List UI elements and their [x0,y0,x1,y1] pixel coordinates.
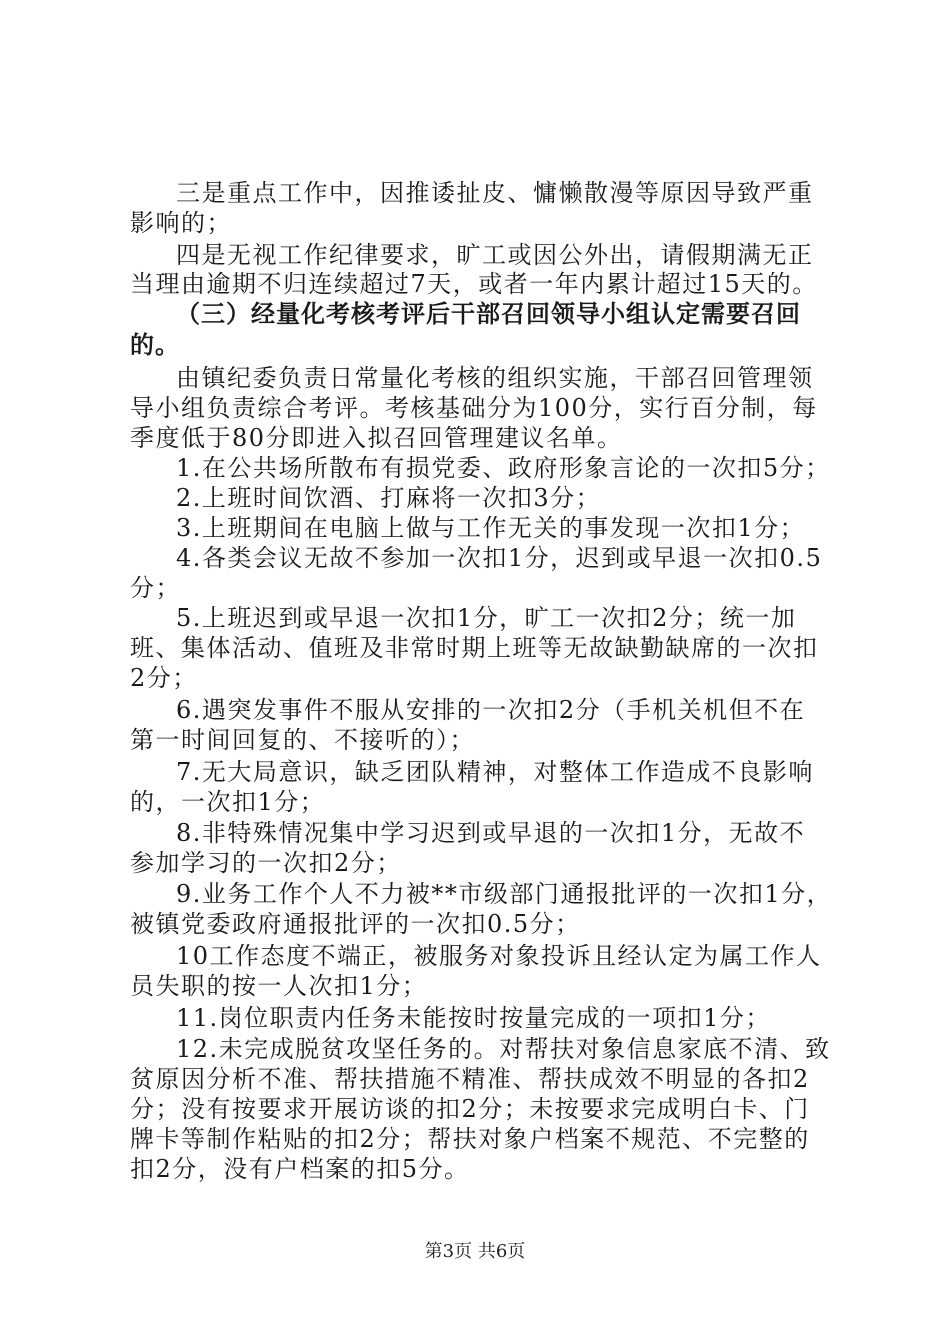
text-line: 影响的； [130,209,232,237]
text-line: 班、集体活动、值班及非常时期上班等无故缺勤缺席的一次扣 [130,634,819,662]
text-line: 季度低于80分即进入拟召回管理建议名单。 [130,424,623,452]
text-line: 的，一次扣1分； [130,788,326,816]
text-line: 三是重点工作中，因推诿扯皮、慵懒散漫等原因导致严重 [176,179,814,207]
text-line: 2分； [130,664,198,692]
text-line: 四是无视工作纪律要求，旷工或因公外出，请假期满无正 [176,241,814,269]
list-item: 10工作态度不端正，被服务对象投诉且经认定为属工作人 [176,942,822,970]
text-line: 扣2分，没有户档案的扣5分。 [130,1155,470,1183]
list-item: 11.岗位职责内任务未能按时按量完成的一项扣1分； [176,1004,771,1032]
text-line: 分； [130,574,181,602]
text-line: 贫原因分析不准、帮扶措施不精准、帮扶成效不明显的各扣2 [130,1065,810,1093]
list-item: 6.遇突发事件不服从安排的一次扣2分（手机关机但不在 [176,696,806,724]
text-line: 牌卡等制作粘贴的扣2分；帮扶对象户档案不规范、不完整的 [130,1125,810,1153]
section-heading: （三）经量化考核考评后干部召回领导小组认定需要召回 [176,300,801,328]
text-line: 员失职的按一人次扣1分； [130,972,428,1000]
list-item: 1.在公共场所散布有损党委、政府形象言论的一次扣5分； [176,454,831,482]
section-heading: 的。 [130,331,180,359]
list-item: 12.未完成脱贫攻坚任务的。对帮扶对象信息家底不清、致 [176,1035,831,1063]
list-item: 8.非特殊情况集中学习迟到或早退的一次扣1分，无故不 [176,819,806,847]
list-item: 3.上班期间在电脑上做与工作无关的事发现一次扣1分； [176,514,806,542]
list-item: 7.无大局意识，缺乏团队精神，对整体工作造成不良影响 [176,758,814,786]
text-line: 第一时间回复的、不接听的）； [130,726,475,754]
list-item: 5.上班迟到或早退一次扣1分，旷工一次扣2分；统一加 [176,604,797,632]
text-line: 被镇党委政府通报批评的一次扣0.5分； [130,910,581,938]
text-line: 导小组负责综合考评。考核基础分为100分，实行百分制，每 [130,394,818,422]
list-item: 2.上班时间饮酒、打麻将一次扣3分； [176,484,602,512]
text-line: 参加学习的一次扣2分； [130,849,402,877]
list-item: 4.各类会议无故不参加一次扣1分，迟到或早退一次扣0.5 [176,544,823,572]
text-line: 分；没有按要求开展访谈的扣2分；未按要求完成明白卡、门 [130,1095,810,1123]
text-line: 由镇纪委负责日常量化考核的组织实施，干部召回管理领 [176,364,814,392]
text-line: 当理由逾期不归连续超过7天，或者一年内累计超过15天的。 [130,270,818,298]
list-item: 9.业务工作个人不力被**市级部门通报批评的一次扣1分， [176,880,833,908]
page-footer: 第3页 共6页 [424,1241,526,1262]
